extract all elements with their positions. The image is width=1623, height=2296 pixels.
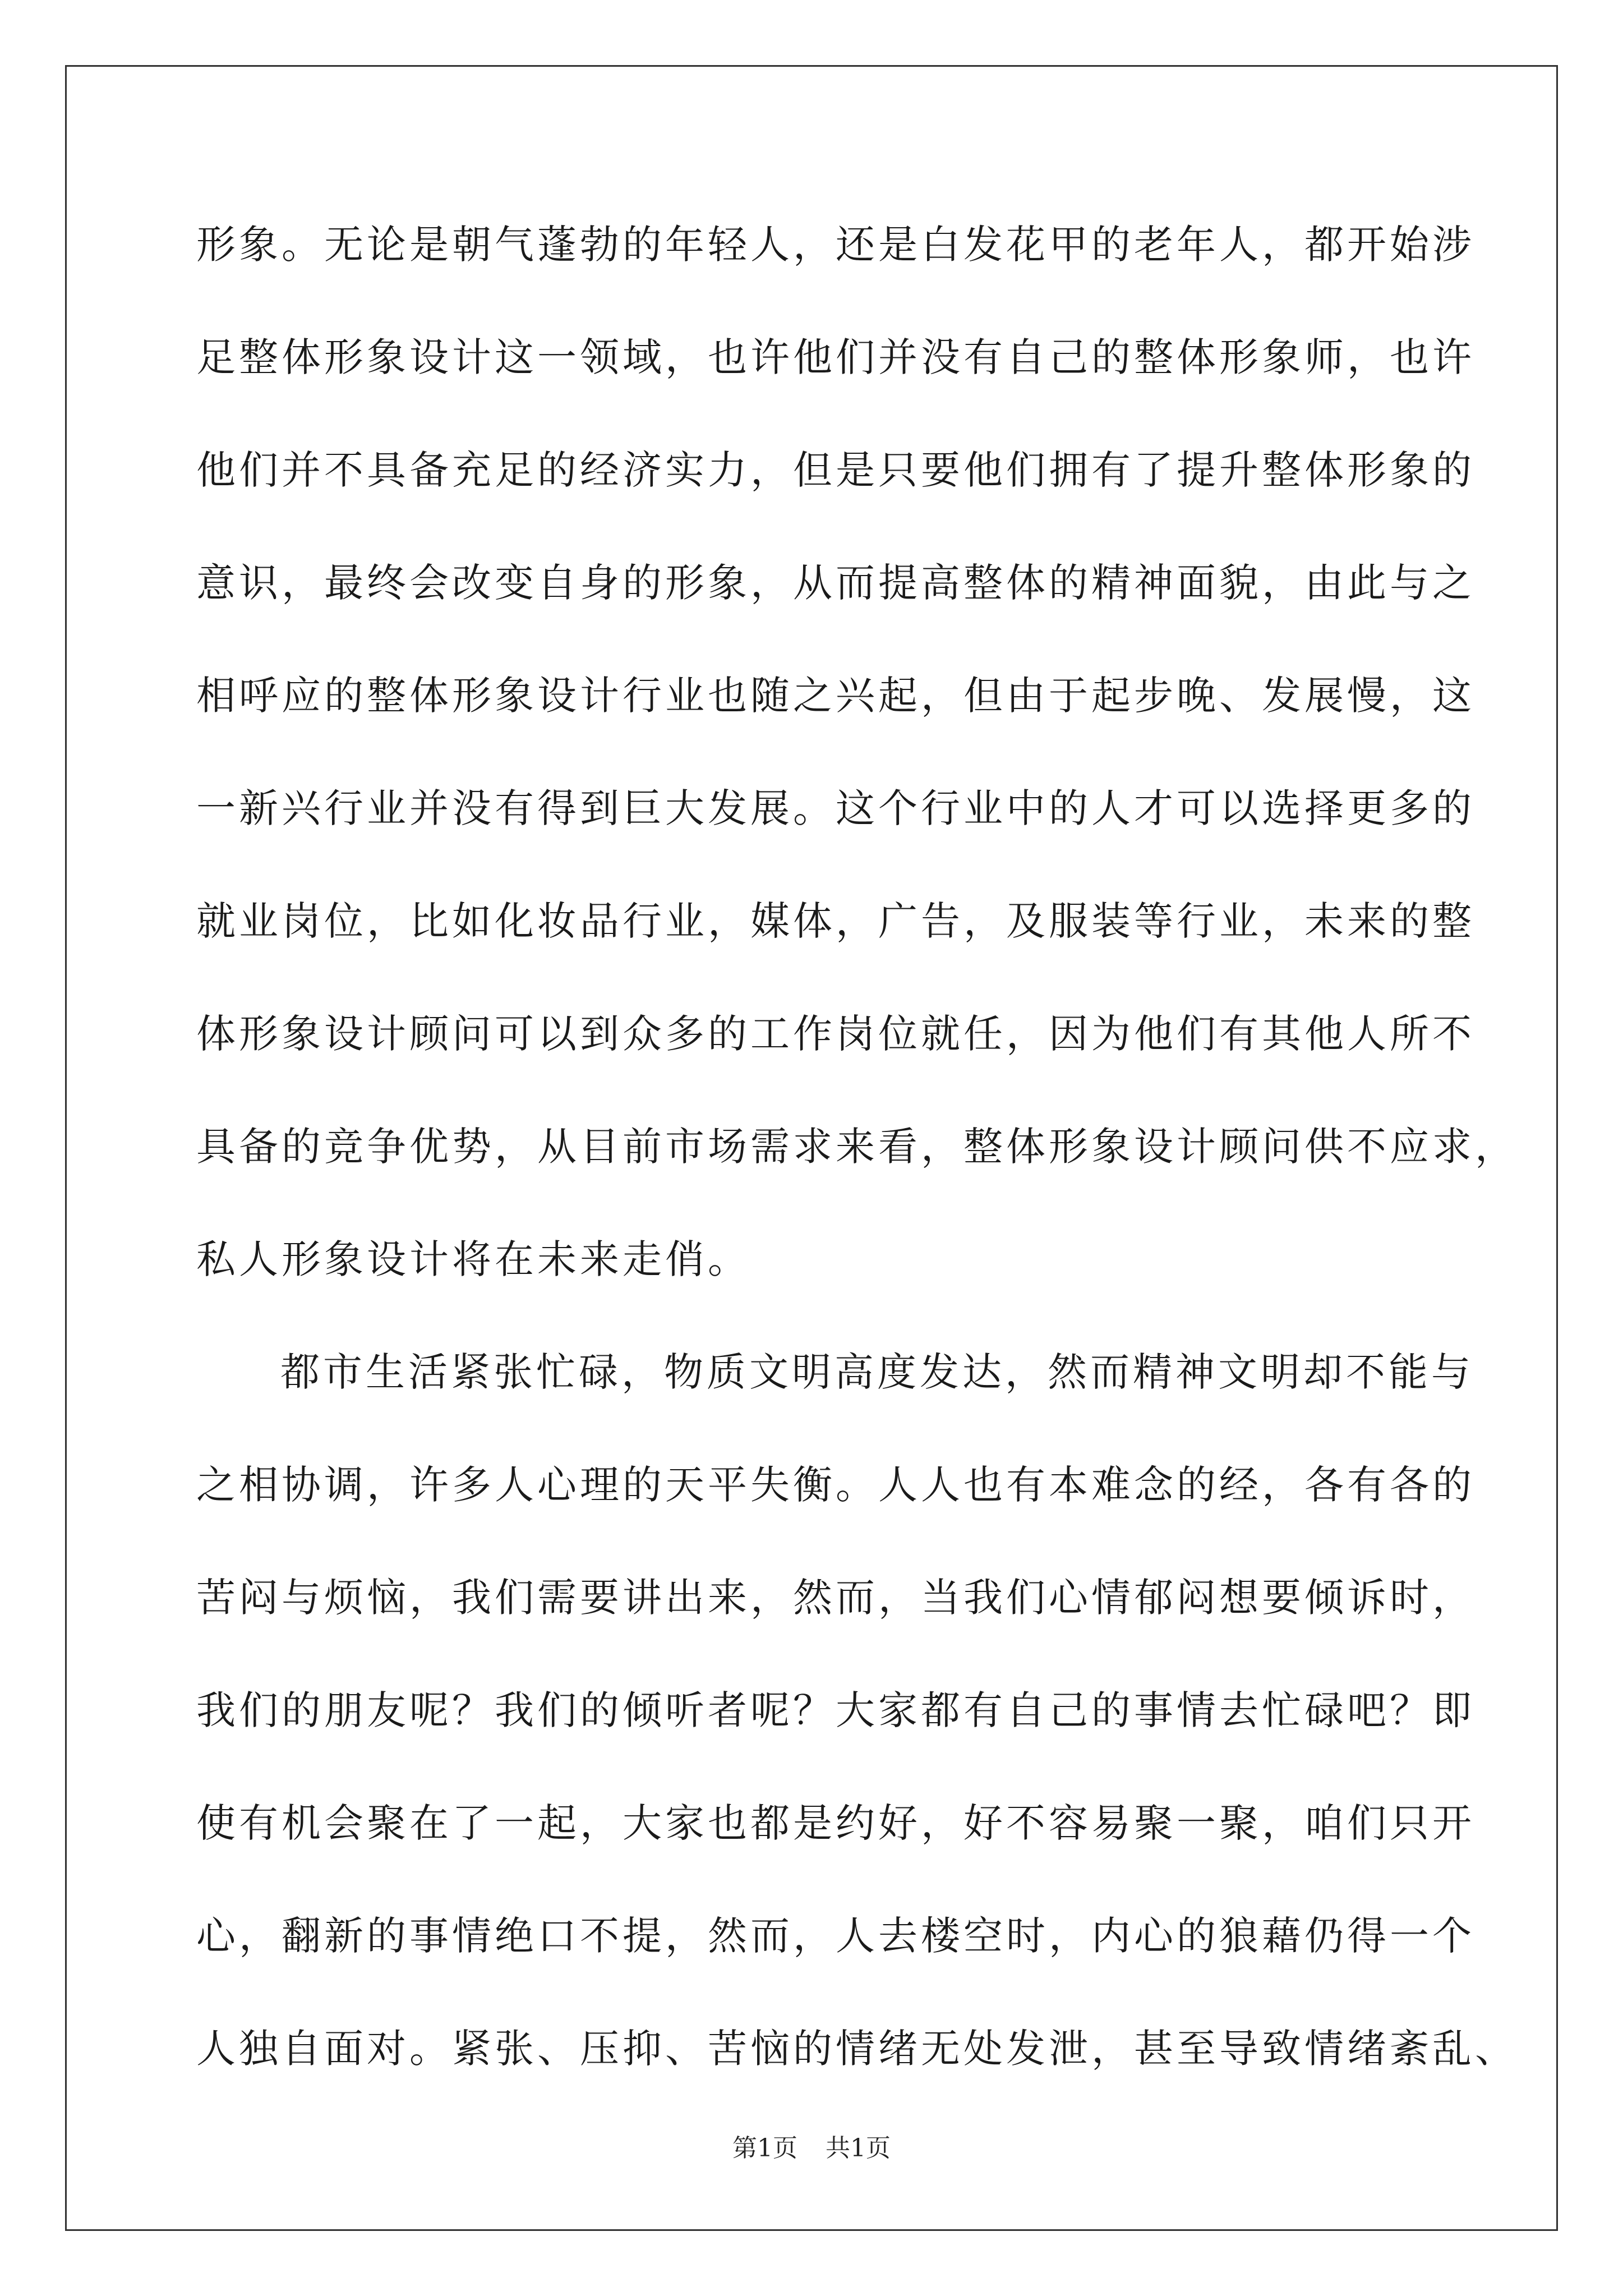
text-line: 私人形象设计将在未来走俏。 xyxy=(196,1236,750,1282)
text-line: 意识，最终会改变自身的形象，从而提高整体的精神面貌，由此与之 xyxy=(196,560,1475,606)
page-number: 第1页 xyxy=(732,2134,797,2162)
text-line: 足整体形象设计这一领域，也许他们并没有自己的整体形象师，也许 xyxy=(196,334,1475,380)
text-line: 苦闷与烦恼，我们需要讲出来，然而，当我们心情郁闷想要倾诉时， xyxy=(196,1575,1475,1621)
text-line: 就业岗位，比如化妆品行业，媒体，广告，及服装等行业，未来的整 xyxy=(196,898,1475,944)
text-line: 体形象设计顾问可以到众多的工作岗位就任，因为他们有其他人所不 xyxy=(196,1011,1475,1057)
text-line: 之相协调，许多人心理的天平失衡。人人也有本难念的经，各有各的 xyxy=(196,1462,1475,1508)
text-line: 具备的竞争优势，从目前市场需求来看，整体形象设计顾问供不应求， xyxy=(196,1124,1518,1170)
text-line: 心，翻新的事情绝口不提，然而，人去楼空时，内心的狼藉仍得一个 xyxy=(196,1913,1475,1959)
text-line: 使有机会聚在了一起，大家也都是约好，好不容易聚一聚，咱们只开 xyxy=(196,1800,1475,1846)
text-line: 他们并不具备充足的经济实力，但是只要他们拥有了提升整体形象的 xyxy=(196,447,1475,493)
text-line: 相呼应的整体形象设计行业也随之兴起，但由于起步晚、发展慢，这 xyxy=(196,673,1475,719)
total-pages: 共1页 xyxy=(826,2134,891,2162)
text-line: 人独自面对。紧张、压抑、苦恼的情绪无处发泄，甚至导致情绪紊乱、 xyxy=(196,2026,1518,2072)
text-line: 一新兴行业并没有得到巨大发展。这个行业中的人才可以选择更多的 xyxy=(196,785,1475,831)
page-footer xyxy=(0,2132,1623,2165)
text-line: 我们的朋友呢？我们的倾听者呢？大家都有自己的事情去忙碌吧？即 xyxy=(196,1687,1475,1733)
text-line: 形象。无论是朝气蓬勃的年轻人，还是白发花甲的老年人，都开始涉 xyxy=(196,222,1475,268)
document-body xyxy=(196,214,1518,2131)
text-line-indented: 都市生活紧张忙碌，物质文明高度发达，然而精神文明却不能与 xyxy=(280,1349,1474,1395)
